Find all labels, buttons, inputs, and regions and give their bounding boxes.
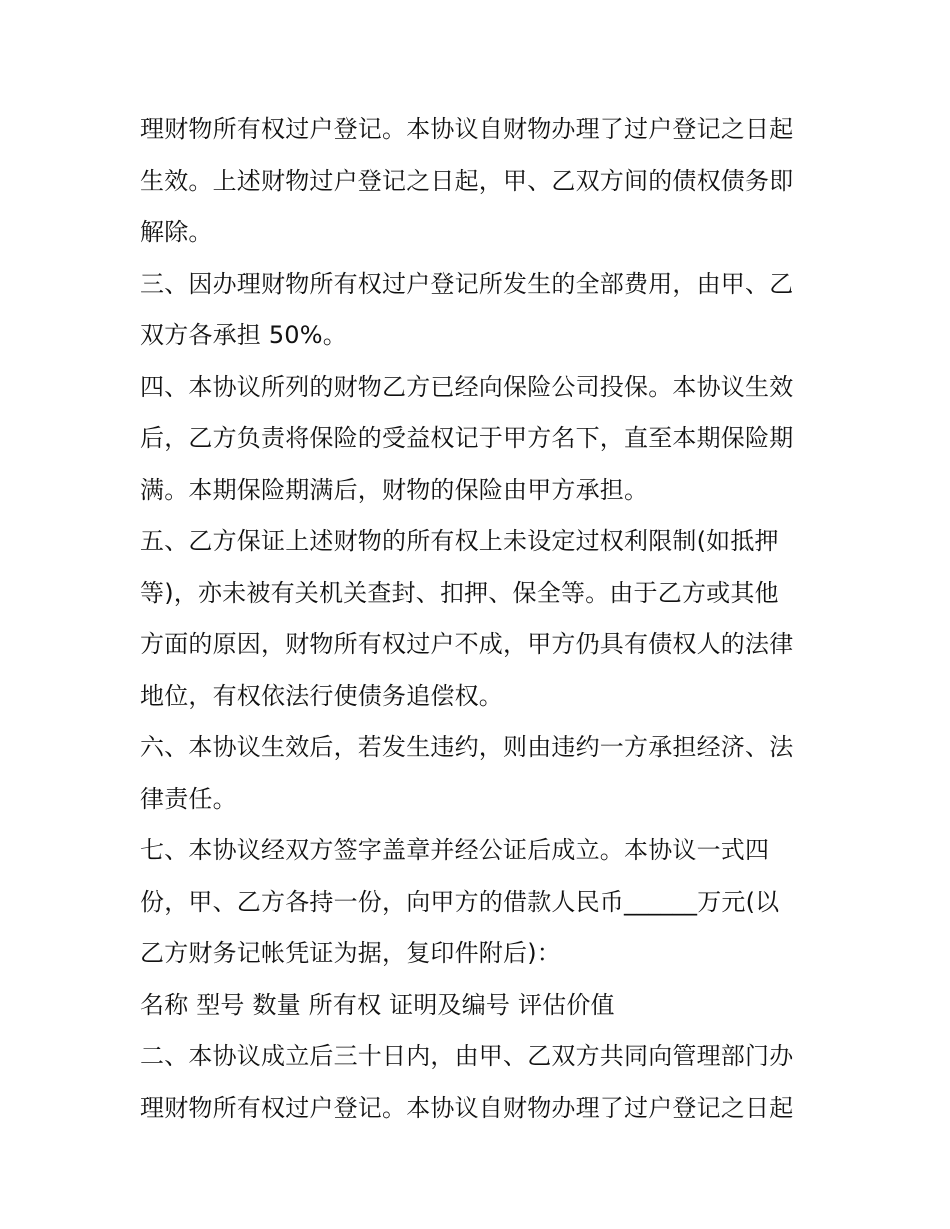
- agreement-text: [140, 104, 820, 1134]
- text-line: 双方各承担 50%。: [140, 321, 347, 349]
- clause-7-line: 七、本协议经双方签字盖章并经公证后成立。本协议一式四: [140, 836, 770, 864]
- text-line: 份，甲、乙方各持一份，向甲方的借款人民币______万元(以: [140, 887, 780, 916]
- text-line: 理财物所有权过户登记。本协议自财物办理了过户登记之日起: [140, 1093, 794, 1122]
- text-line: 理财物所有权过户登记。本协议自财物办理了过户登记之日起: [140, 115, 794, 143]
- clause-3-line: 三、因办理财物所有权过户登记所发生的全部费用，由甲、乙: [140, 269, 794, 298]
- text-line: 地位，有权依法行使债务追偿权。: [140, 681, 503, 710]
- text-line: 乙方财务记帐凭证为据，复印件附后)：: [140, 939, 561, 967]
- clause-4-line: 四、本协议所列的财物乙方已经向保险公司投保。本协议生效: [140, 372, 794, 401]
- table-header-line: 名称 型号 数量 所有权 证明及编号 评估价值: [140, 990, 615, 1019]
- clause-6-line: 六、本协议生效后，若发生违约，则由违约一方承担经济、法: [140, 733, 794, 761]
- text-line: 方面的原因，财物所有权过户不成，甲方仍具有债权人的法律: [140, 630, 794, 658]
- text-line: 后，乙方负责将保险的受益权记于甲方名下，直至本期保险期: [140, 424, 794, 452]
- text-line: 解除。: [140, 218, 213, 246]
- clause-2-line: 二、本协议成立后三十日内，由甲、乙双方共同向管理部门办: [140, 1042, 794, 1070]
- clause-5-line: 五、乙方保证上述财物的所有权上未设定过权利限制(如抵押: [140, 527, 779, 555]
- text-line: 律责任。: [140, 784, 237, 813]
- text-line: 生效。上述财物过户登记之日起，甲、乙双方间的债权债务即: [140, 166, 794, 195]
- text-line: 满。本期保险期满后，财物的保险由甲方承担。: [140, 475, 649, 504]
- text-line: 等)，亦未被有关机关查封、扣押、保全等。由于乙方或其他: [140, 578, 779, 607]
